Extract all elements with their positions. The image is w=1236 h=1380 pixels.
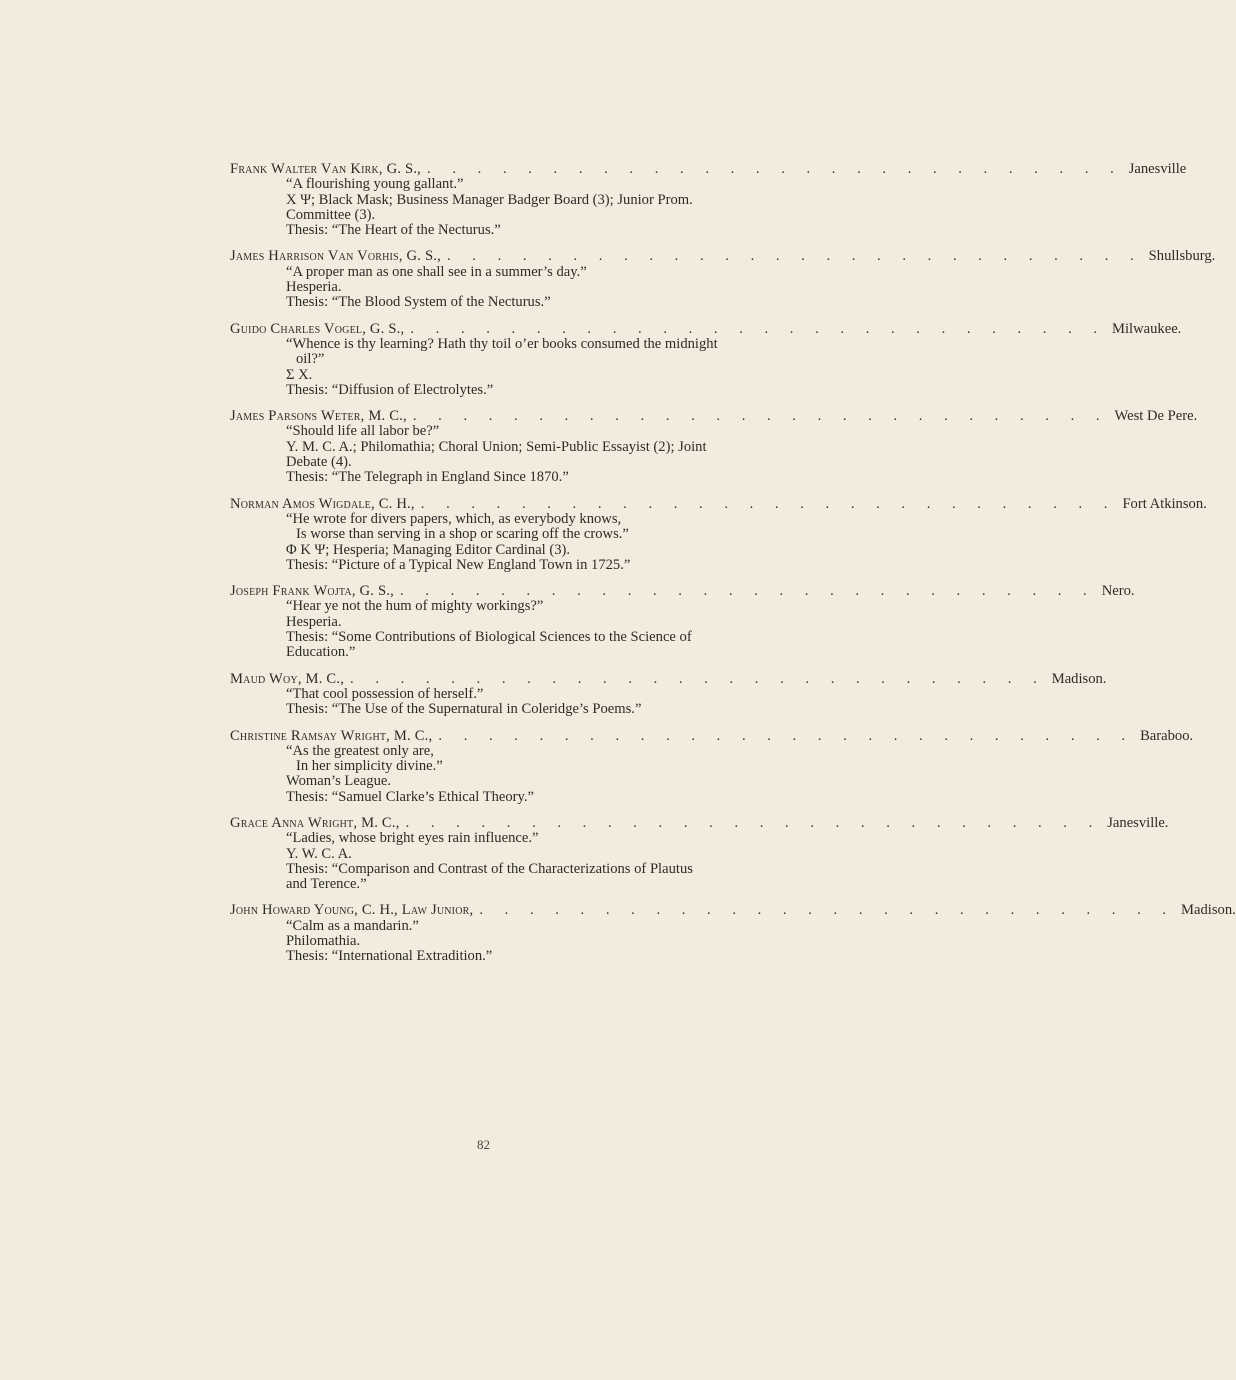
quote: “As the greatest only are, [286, 742, 434, 759]
activities: Philomathia. [286, 933, 361, 950]
entry-heading [230, 583, 1135, 600]
quote: “Should life all labor be?” [286, 423, 440, 440]
activities: Hesperia. [286, 279, 342, 296]
student-name: Maud Woy, M. C., [230, 670, 345, 687]
quote: “Ladies, whose bright eyes rain influence.” [286, 830, 539, 847]
activities: Woman’s League. [286, 773, 391, 790]
quote-cont: oil?” [296, 351, 325, 368]
activities: Σ Χ. [286, 366, 313, 383]
activities-cont: Debate (4). [286, 454, 352, 471]
student-entry [230, 670, 1107, 718]
thesis: Thesis: “Diffusion of Electrolytes.” [286, 381, 494, 398]
student-entry [230, 727, 1194, 805]
activities: Y. W. C. A. [286, 845, 352, 862]
student-name: Guido Charles Vogel, G. S., [230, 320, 405, 337]
student-name: James Harrison Van Vorhis, G. S., [230, 248, 441, 265]
thesis: Thesis: “Picture of a Typical New England Town in 1725.” [286, 556, 631, 573]
hometown: Baraboo. [1140, 727, 1194, 744]
entry-heading [230, 670, 1107, 687]
entry-heading [230, 248, 1216, 265]
hometown: Fort Atkinson. [1122, 495, 1207, 512]
entry-heading [230, 408, 1198, 425]
thesis: Thesis: “The Heart of the Necturus.” [286, 222, 501, 239]
leader-dots: . . . . . . . . . . . . . . . . . . . . . . . . . . . . [405, 814, 1102, 831]
thesis: Thesis: “The Blood System of the Necturus.” [286, 294, 551, 311]
entry-heading [230, 902, 1236, 919]
leader-dots: . . . . . . . . . . . . . . . . . . . . . . . . . . . . [479, 902, 1176, 919]
hometown: West De Pere. [1114, 408, 1198, 425]
quote: “A flourishing young gallant.” [286, 176, 464, 193]
hometown: Nero. [1101, 583, 1135, 600]
thesis: Thesis: “Samuel Clarke’s Ethical Theory.” [286, 788, 535, 805]
student-entry [230, 161, 1187, 239]
student-name: John Howard Young, C. H., Law Junior, [230, 902, 474, 919]
entry-heading [230, 814, 1169, 831]
leader-dots: . . . . . . . . . . . . . . . . . . . . . . . . . . . . [447, 248, 1143, 265]
activities-cont: Committee (3). [286, 206, 376, 223]
entry-heading [230, 727, 1194, 744]
student-name: Frank Walter Van Kirk, G. S., [230, 161, 422, 177]
quote: “Whence is thy learning? Hath thy toil o’er books consumed the midnight [286, 335, 718, 352]
activities: Hesperia. [286, 613, 342, 630]
leader-dots: . . . . . . . . . . . . . . . . . . . . . . . . . . . . [400, 583, 1096, 600]
thesis: Thesis: “Comparison and Contrast of the Characterizations of Plautus [286, 860, 693, 877]
leader-dots: . . . . . . . . . . . . . . . . . . . . . . . . . . . . [438, 727, 1135, 744]
activities: Χ Ψ; Black Mask; Business Manager Badger Board (3); Junior Prom. [286, 191, 693, 208]
student-entry [230, 408, 1198, 486]
thesis: Thesis: “International Extradition.” [286, 948, 493, 965]
leader-dots: . . . . . . . . . . . . . . . . . . . . . . . . . . . . [420, 495, 1117, 512]
leader-dots: . . . . . . . . . . . . . . . . . . . . . . . . . . . . [350, 670, 1046, 687]
entry-heading [230, 161, 1187, 177]
activities: Y. M. C. A.; Philomathia; Choral Union; Semi-Public Essayist (2); Joint [286, 438, 707, 455]
student-entry [230, 248, 1216, 311]
student-name: Norman Amos Wigdale, C. H., [230, 495, 415, 512]
thesis-cont: Education.” [286, 644, 356, 661]
student-list [230, 161, 1236, 976]
hometown: Shullsburg. [1148, 248, 1216, 265]
hometown: Janesville [1128, 161, 1187, 177]
entry-heading [230, 320, 1182, 337]
quote: “That cool possession of herself.” [286, 685, 484, 702]
quote: “Hear ye not the hum of mighty workings?” [286, 598, 544, 615]
hometown: Milwaukee. [1112, 320, 1182, 337]
thesis-cont: and Terence.” [286, 876, 367, 893]
student-entry [230, 320, 1182, 398]
thesis: Thesis: “Some Contributions of Biological Sciences to the Science of [286, 629, 692, 646]
quote-cont: Is worse than serving in a shop or scaring off the crows.” [296, 526, 629, 543]
activities: Φ Κ Ψ; Hesperia; Managing Editor Cardinal (3). [286, 541, 571, 558]
thesis: Thesis: “The Use of the Supernatural in Coleridge’s Poems.” [286, 701, 642, 718]
quote: “He wrote for divers papers, which, as everybody knows, [286, 510, 622, 527]
student-entry [230, 814, 1169, 893]
hometown: Madison. [1181, 902, 1236, 919]
student-name: Christine Ramsay Wright, M. C., [230, 727, 433, 744]
student-entry [230, 583, 1135, 661]
hometown: Madison. [1051, 670, 1107, 687]
student-name: James Parsons Weter, M. C., [230, 408, 407, 425]
quote-cont: In her simplicity divine.” [296, 758, 443, 775]
leader-dots: . . . . . . . . . . . . . . . . . . . . . . . . . . . . [412, 408, 1109, 425]
student-name: Grace Anna Wright, M. C., [230, 814, 400, 831]
student-entry [230, 495, 1207, 573]
thesis: Thesis: “The Telegraph in England Since 1870.” [286, 469, 569, 486]
page-number: 82 [477, 1137, 490, 1152]
entry-heading [230, 495, 1207, 512]
quote: “Calm as a mandarin.” [286, 917, 419, 934]
leader-dots: . . . . . . . . . . . . . . . . . . . . . . . . . . . . [427, 161, 1123, 177]
leader-dots: . . . . . . . . . . . . . . . . . . . . . . . . . . . . [410, 320, 1107, 337]
hometown: Janesville. [1107, 814, 1169, 831]
student-name: Joseph Frank Wojta, G. S., [230, 583, 395, 600]
quote: “A proper man as one shall see in a summer’s day.” [286, 263, 587, 280]
student-entry [230, 902, 1236, 965]
